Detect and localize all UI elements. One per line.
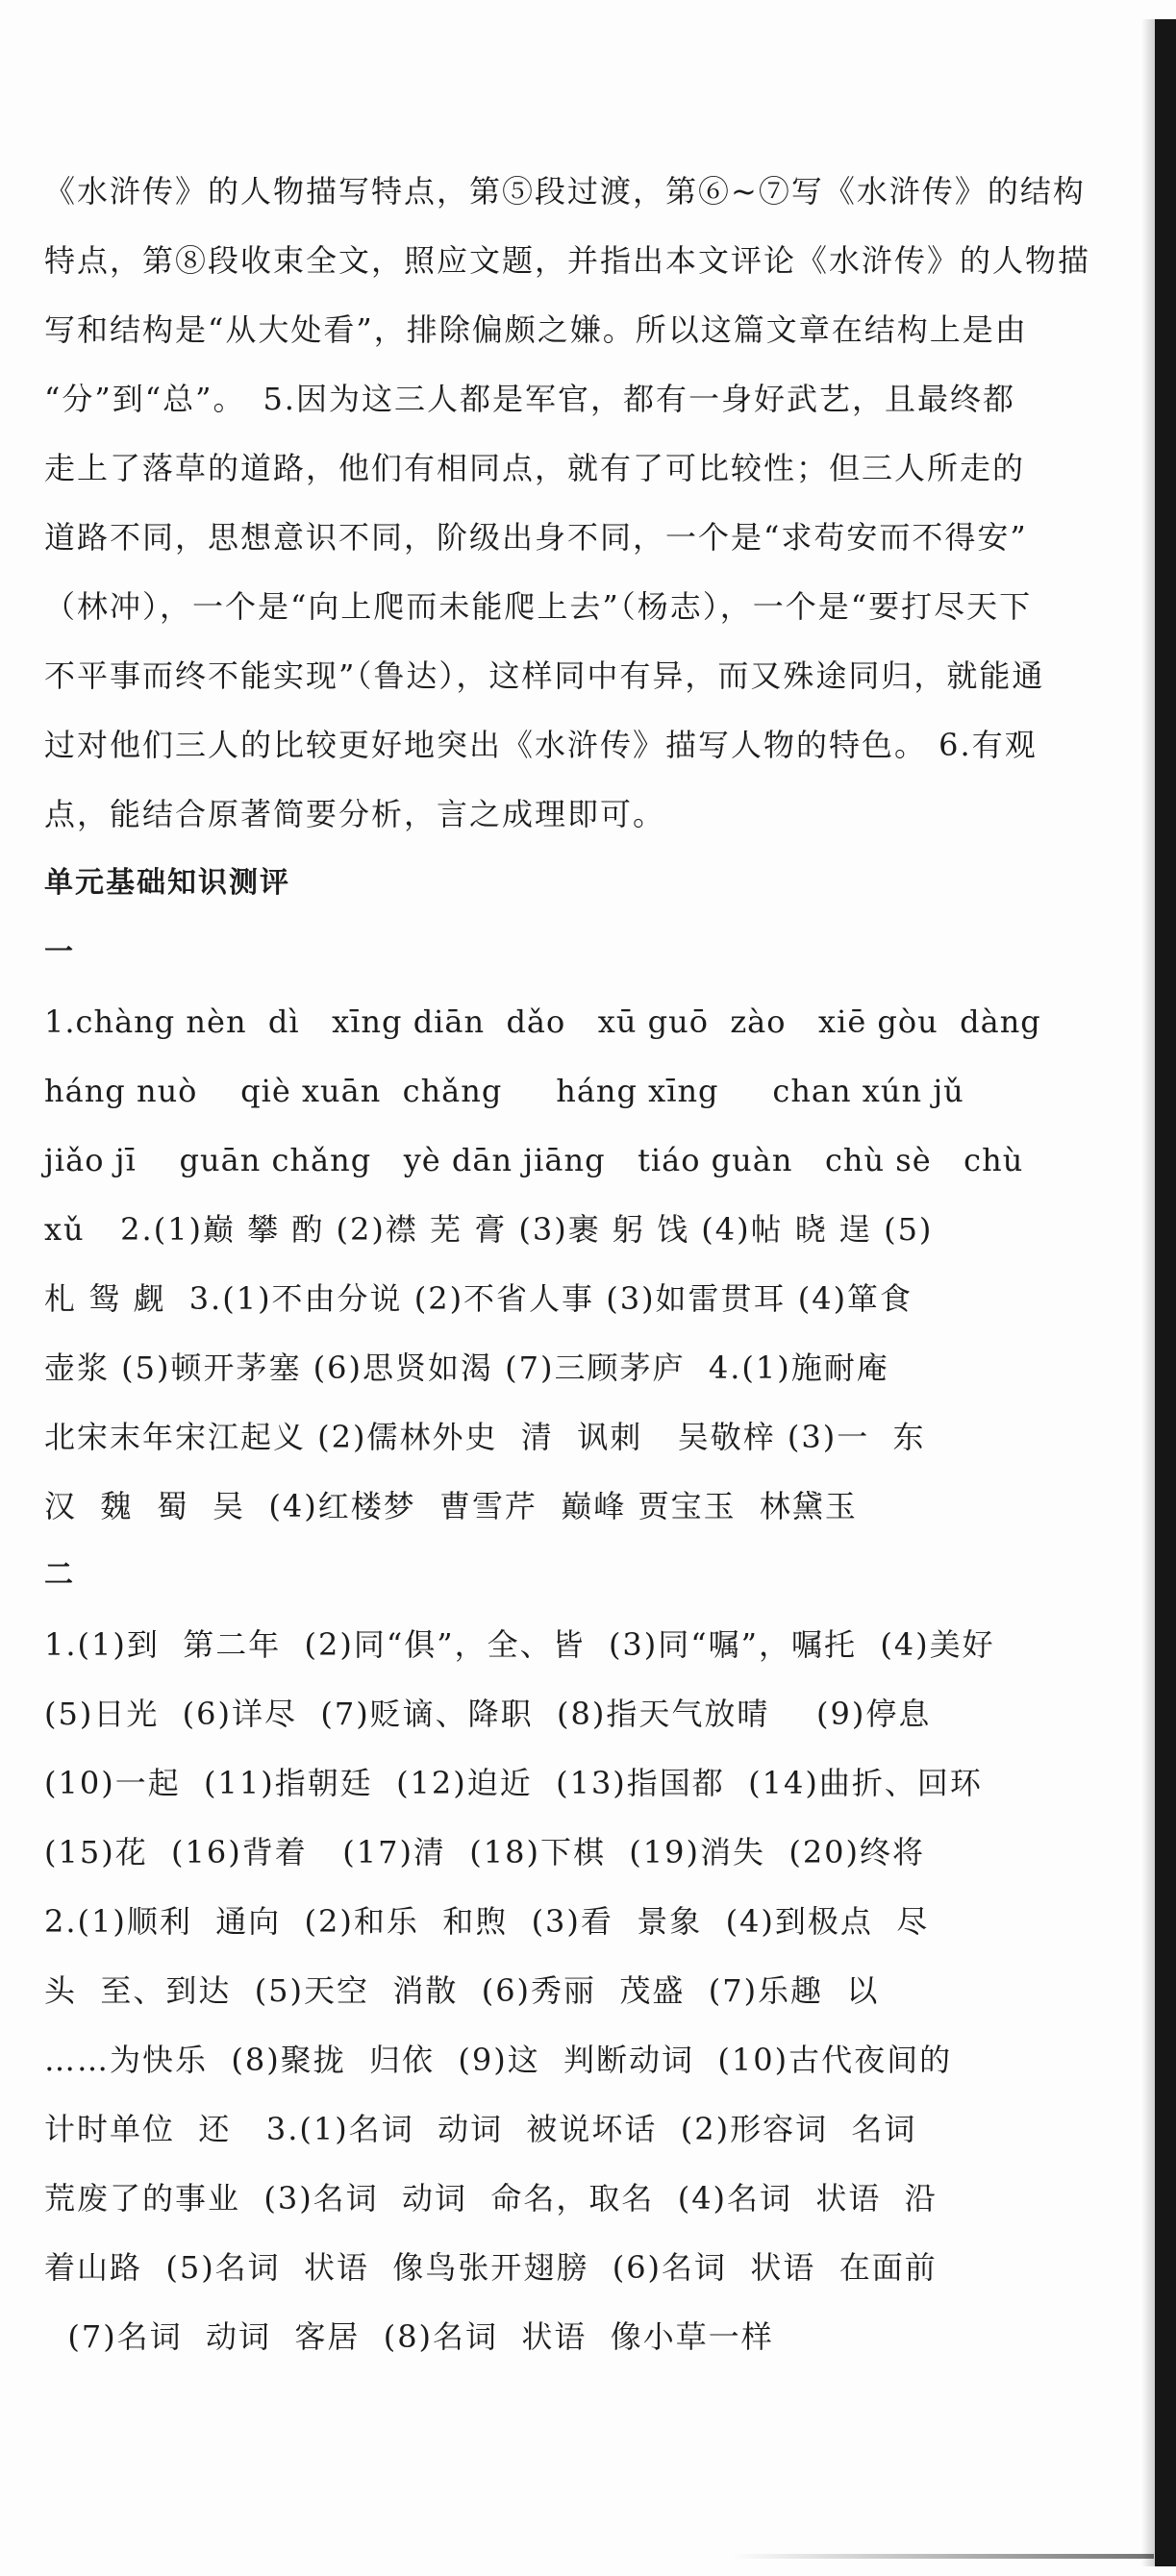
text-line: 不平事而终不能实现”（鲁达），这样同中有异，而又殊途同归，就能通 [44, 657, 1045, 694]
part-two-line: (5)日光 (6)详尽 (7)贬谪、降职 (8)指天气放晴 (9)停息 [44, 1696, 932, 1732]
part-one-label: 一 [44, 935, 75, 969]
text-line: （林冲），一个是“向上爬而未能爬上去”（杨志），一个是“要打尽天下 [44, 588, 1033, 625]
part-two-line: 荒废了的事业 (3)名词 动词 命名，取名 (4)名词 状语 沿 [44, 2180, 938, 2217]
part-one-line: xǔ 2.(1)巅 攀 酌 (2)襟 芜 膏 (3)裹 躬 饯 (4)帖 晓 逞 (5) [44, 1211, 934, 1248]
part-two-line: ……为快乐 (8)聚拢 归依 (9)这 判断动词 (10)古代夜间的 [44, 2042, 953, 2078]
part-two-label: 二 [44, 1558, 75, 1592]
text-line: 走上了落草的道路，他们有相同点，就有了可比较性；但三人所走的 [44, 450, 1026, 486]
part-one-line: háng nuò qiè xuān chǎng háng xīng chan xún jǔ [44, 1073, 964, 1109]
answer-text-block [44, 157, 1091, 2371]
text-line: 点，能结合原著简要分析，言之成理即可。 [44, 796, 666, 832]
book-spine-edge [1155, 19, 1176, 2566]
part-two-line: 计时单位 还 3.(1)名词 动词 被说坏话 (2)形容词 名词 [44, 2111, 917, 2147]
text-line: 《水浒传》的人物描写特点，第⑤段过渡，第⑥~⑦写《水浒传》的结构 [44, 173, 1086, 210]
text-line: 写和结构是“从大处看”，排除偏颇之嫌。所以这篇文章在结构上是由 [44, 311, 1028, 348]
part-one-line: 1.chàng nèn dì xīng diān dǎo xū guō zào xiē gòu dàng [44, 1003, 1041, 1040]
part-one-line: 北宋末年宋江起义 (2)儒林外史 清 讽刺 吴敬梓 (3)一 东 [44, 1419, 926, 1455]
part-two-line: 1.(1)到 第二年 (2)同“俱”，全、皆 (3)同“嘱”，嘱托 (4)美好 [44, 1626, 995, 1663]
part-one-line: jiǎo jī guān chǎng yè dān jiāng tiáo guàn chù sè chù [44, 1142, 1024, 1178]
part-one-line: 札 鸳 觑 3.(1)不由分说 (2)不省人事 (3)如雷贯耳 (4)箪食 [44, 1280, 913, 1317]
part-two-line: 着山路 (5)名词 状语 像鸟张开翅膀 (6)名词 状语 在面前 [44, 2249, 938, 2286]
text-line: “分”到“总”。 5.因为这三人都是军官，都有一身好武艺，且最终都 [44, 381, 1015, 417]
part-two-line: 头 至、到达 (5)天空 消散 (6)秀丽 茂盛 (7)乐趣 以 [44, 1972, 880, 2009]
page-bottom-edge [731, 2554, 1154, 2559]
part-two-line: (10)一起 (11)指朝廷 (12)迫近 (13)指国都 (14)曲折、回环 [44, 1765, 983, 1801]
section-title: 单元基础知识测评 [44, 866, 290, 900]
part-one-line: 壶浆 (5)顿开茅塞 (6)思贤如渴 (7)三顾茅庐 4.(1)施耐庵 [44, 1350, 889, 1386]
part-one-line: 汉 魏 蜀 吴 (4)红楼梦 曹雪芹 巅峰 贾宝玉 林黛玉 [44, 1488, 858, 1524]
text-line: 道路不同，思想意识不同，阶级出身不同，一个是“求苟安而不得安” [44, 519, 1028, 556]
page-gutter-shadow [1141, 19, 1155, 2566]
text-line: 过对他们三人的比较更好地突出《水浒传》描写人物的特色。 6.有观 [44, 727, 1038, 763]
part-two-line: (7)名词 动词 客居 (8)名词 状语 像小草一样 [44, 2318, 774, 2355]
text-line: 特点，第⑧段收束全文，照应文题，并指出本文评论《水浒传》的人物描 [44, 242, 1091, 279]
part-two-line: 2.(1)顺利 通向 (2)和乐 和煦 (3)看 景象 (4)到极点 尽 [44, 1903, 930, 1940]
part-two-line: (15)花 (16)背着 (17)清 (18)下棋 (19)消失 (20)终将 [44, 1834, 926, 1870]
